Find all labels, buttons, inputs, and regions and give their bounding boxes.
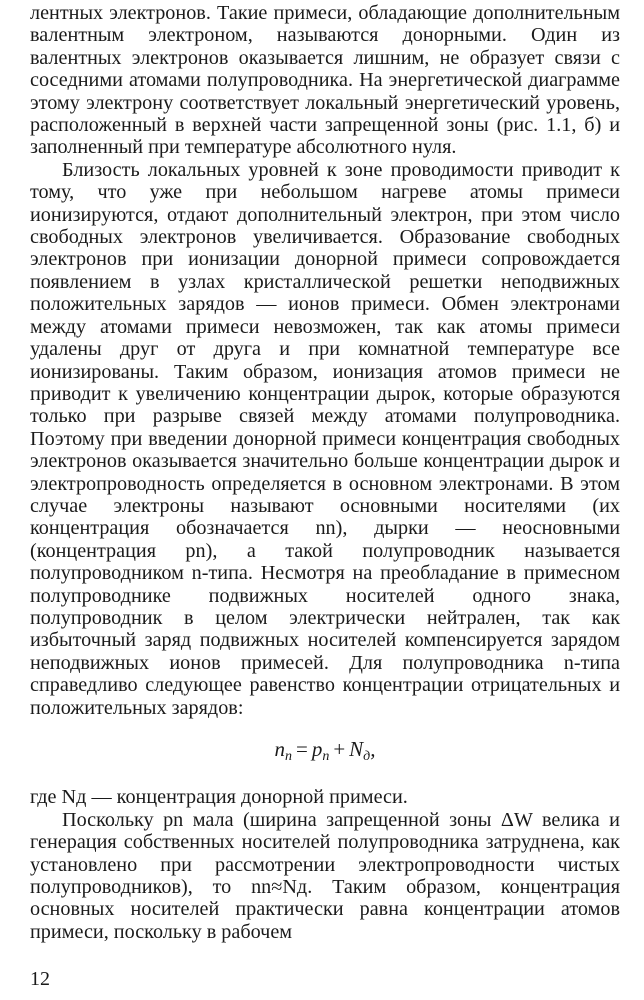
paragraph-formula-legend: где Nд — концентрация донорной примеси.: [30, 786, 408, 809]
formula-lhs-subscript: n: [284, 749, 292, 764]
paragraph-ionization: Близость локальных уровней к зоне проводимости приводит к тому, что уже при небольшом нагреве атомы примеси ионизируются, отдают дополнительный электрон, при этом число свободных электронов увеличивается. Образование свободных электронов при ионизации донорной примеси сопровождается появлением в узлах кристаллической решетки неподвижных положительных зарядов — ионов примеси. Обмен электронами между атомами примеси невозможен, так как атомы примеси удалены друг от друга и при комнатной температуре все ионизированы. Таким образом, ионизация атомов примеси не приводит к увеличению концентрации дырок, которые образуются только при разрыве связей между атомами полупроводника. Поэтому при введении донорной примеси концентрация свободных электронов оказывается значительно больше концентрации дырок и электропроводность определяется в основном электронами. В этом случае электроны называют основными носителями (их концентрация обозначается nn), дырки — неосновными (концентрация pn), а такой полупроводник называется полупроводником n-типа. Несмотря на преобладание в примесном полупроводнике подвижных носителей одного знака, полупроводник в целом электрически нейтрален, так как избыточный заряд подвижных носителей компенсируется зарядом неподвижных ионов примесей. Для полупроводника n-типа справедливо следующее равенство концентрации отрицательных и положительных зарядов:: [30, 158, 620, 719]
formula-term-p: p: [311, 737, 323, 761]
formula-plus: +: [333, 737, 346, 761]
body-text: [30, 2, 620, 943]
formula-lhs: n: [274, 737, 285, 761]
formula-term-n: N: [349, 737, 364, 761]
charge-neutrality-formula: [30, 738, 620, 768]
formula-term-p-subscript: n: [322, 749, 330, 764]
formula-equals: =: [295, 737, 308, 761]
page-number: 12: [30, 968, 50, 990]
formula-term-n-subscript: д: [363, 749, 371, 764]
formula-trailing-comma: ,: [370, 737, 376, 761]
paragraph-donor-impurity: лентных электронов. Такие примеси, обладающие дополнительным валентным электроном, называются донорными. Один из валентных электронов оказывается лишним, не образует связи с соседними атомами полупроводника. На энергетической диаграмме этому электрону соответствует локальный энергетический уровень, расположенный в верхней части запрещенной зоны (рис. 1.1, б) и заполненный при температуре абсолютного нуля.: [30, 2, 620, 159]
paragraph-majority-carriers: Поскольку pn мала (ширина запрещенной зоны ΔW велика и генерация собственных носителей полупроводника затруднена, как установлено при рассмотрении электропроводности чистых полупроводников), то nn≈Nд. Таким образом, концентрация основных носителей практически равна концентрации атомов примеси, поскольку в рабочем: [30, 808, 620, 943]
